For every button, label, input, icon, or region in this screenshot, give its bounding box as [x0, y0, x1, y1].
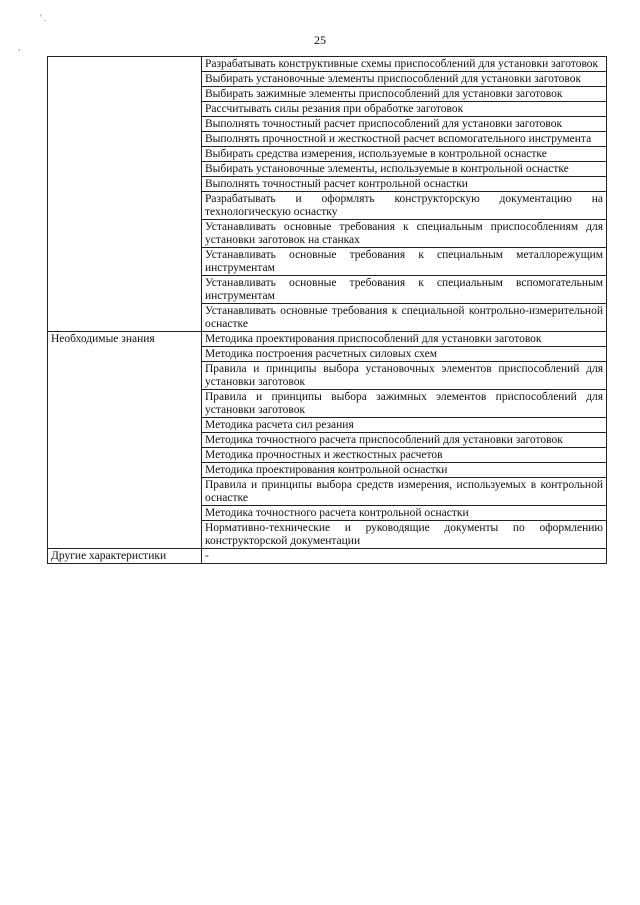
- page-number: 25: [314, 33, 326, 47]
- requirement-item: Методика проектирования приспособлений для установки заготовок: [202, 332, 607, 347]
- requirement-item: Выполнять точностный расчет приспособлений для установки заготовок: [202, 117, 607, 132]
- requirement-item: Правила и принципы выбора зажимных элементов приспособлений для установки заготовок: [202, 390, 607, 418]
- section-label: [48, 57, 202, 332]
- requirement-item: Правила и принципы выбора средств измерения, используемых в контрольной оснастке: [202, 478, 607, 506]
- requirement-item: Рассчитывать силы резания при обработке заготовок: [202, 102, 607, 117]
- requirement-item: Разрабатывать конструктивные схемы приспособлений для установки заготовок: [202, 57, 607, 72]
- table-body: [48, 57, 607, 564]
- section-label: Другие характеристики: [48, 549, 202, 564]
- requirement-item: Выбирать зажимные элементы приспособлений для установки заготовок: [202, 87, 607, 102]
- requirement-item: Методика проектирования контрольной оснастки: [202, 463, 607, 478]
- requirement-item: Выполнять точностный расчет контрольной оснастки: [202, 177, 607, 192]
- scan-speck: ' .: [40, 13, 47, 23]
- requirement-item: Методика построения расчетных силовых схем: [202, 347, 607, 362]
- requirement-item: -: [202, 549, 607, 564]
- requirement-item: Методика прочностных и жесткостных расчетов: [202, 448, 607, 463]
- requirement-item: Выбирать установочные элементы приспособлений для установки заготовок: [202, 72, 607, 87]
- requirement-item: Выполнять прочностной и жесткостной расчет вспомогательного инструмента: [202, 132, 607, 147]
- table-row: [48, 57, 607, 72]
- requirement-item: Методика точностного расчета приспособлений для установки заготовок: [202, 433, 607, 448]
- requirement-item: Устанавливать основные требования к специальным металлорежущим инструментам: [202, 248, 607, 276]
- requirement-item: Методика точностного расчета контрольной оснастки: [202, 506, 607, 521]
- requirement-item: Разрабатывать и оформлять конструкторскую документацию на технологическую оснастку: [202, 192, 607, 220]
- requirement-item: Устанавливать основные требования к специальным вспомогательным инструментам: [202, 276, 607, 304]
- scan-speck: ,: [18, 42, 21, 52]
- section-label: Необходимые знания: [48, 332, 202, 549]
- table-row: [48, 549, 607, 564]
- requirement-item: Устанавливать основные требования к специальной контрольно-измерительной оснастке: [202, 304, 607, 332]
- requirement-item: Выбирать установочные элементы, используемые в контрольной оснастке: [202, 162, 607, 177]
- requirement-item: Методика расчета сил резания: [202, 418, 607, 433]
- competency-table: [47, 56, 607, 564]
- requirement-item: Выбирать средства измерения, используемые в контрольной оснастке: [202, 147, 607, 162]
- table-row: [48, 332, 607, 347]
- requirement-item: Правила и принципы выбора установочных элементов приспособлений для установки заготовок: [202, 362, 607, 390]
- requirement-item: Нормативно-технические и руководящие документы по оформлению конструкторской документации: [202, 521, 607, 549]
- requirement-item: Устанавливать основные требования к специальным приспособлениям для установки заготовок на станках: [202, 220, 607, 248]
